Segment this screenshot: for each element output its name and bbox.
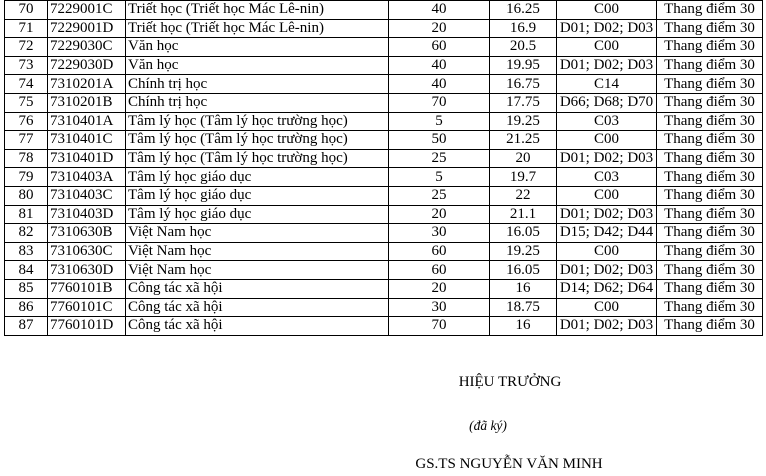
major-code-cell: 7229001C — [48, 1, 126, 20]
score-scale-cell: Thang điểm 30 — [657, 298, 763, 317]
cutoff-score-cell: 16 — [490, 317, 557, 336]
signatory-name-text: GS.TS NGUYỄN VĂN MINH — [415, 456, 603, 472]
subject-combination-cell: D01; D02; D03 — [557, 205, 657, 224]
major-name-cell: Chính trị học — [126, 93, 389, 112]
score-scale-cell: Thang điểm 30 — [657, 38, 763, 57]
subject-combination-cell: C00 — [557, 1, 657, 20]
score-scale-cell: Thang điểm 30 — [657, 168, 763, 187]
quota-cell: 60 — [389, 261, 490, 280]
quota-cell: 5 — [389, 112, 490, 131]
major-code-cell: 7760101C — [48, 298, 126, 317]
major-code-cell: 7310401A — [48, 112, 126, 131]
score-scale-cell: Thang điểm 30 — [657, 224, 763, 243]
row-number-cell: 74 — [5, 75, 48, 94]
quota-cell: 20 — [389, 279, 490, 298]
quota-cell: 60 — [389, 242, 490, 261]
major-name-cell: Văn học — [126, 38, 389, 57]
table-row — [5, 75, 763, 94]
table-row — [5, 168, 763, 187]
major-name-cell: Triết học (Triết học Mác Lê-nin) — [126, 1, 389, 20]
quota-cell: 40 — [389, 75, 490, 94]
quota-cell: 20 — [389, 19, 490, 38]
score-scale-cell: Thang điểm 30 — [657, 279, 763, 298]
table-row — [5, 112, 763, 131]
row-number-cell: 81 — [5, 205, 48, 224]
subject-combination-cell: D01; D02; D03 — [557, 261, 657, 280]
cutoff-score-cell: 16.05 — [490, 224, 557, 243]
subject-combination-cell: D01; D02; D03 — [557, 149, 657, 168]
subject-combination-cell: C03 — [557, 112, 657, 131]
quota-cell: 30 — [389, 298, 490, 317]
row-number-cell: 83 — [5, 242, 48, 261]
major-name-cell: Việt Nam học — [126, 224, 389, 243]
score-scale-cell: Thang điểm 30 — [657, 93, 763, 112]
row-number-cell: 79 — [5, 168, 48, 187]
major-name-cell: Công tác xã hội — [126, 279, 389, 298]
row-number-cell: 87 — [5, 317, 48, 336]
subject-combination-cell: D01; D02; D03 — [557, 19, 657, 38]
quota-cell: 30 — [389, 224, 490, 243]
major-name-cell: Việt Nam học — [126, 261, 389, 280]
row-number-cell: 84 — [5, 261, 48, 280]
subject-combination-cell: C00 — [557, 186, 657, 205]
major-code-cell: 7229001D — [48, 19, 126, 38]
table-row — [5, 298, 763, 317]
subject-combination-cell: C00 — [557, 242, 657, 261]
major-code-cell: 7760101D — [48, 317, 126, 336]
table-row — [5, 56, 763, 75]
score-scale-cell: Thang điểm 30 — [657, 261, 763, 280]
subject-combination-cell: C03 — [557, 168, 657, 187]
table-row — [5, 186, 763, 205]
subject-combination-cell: D01; D02; D03 — [557, 56, 657, 75]
row-number-cell: 70 — [5, 1, 48, 20]
subject-combination-cell: D15; D42; D44 — [557, 224, 657, 243]
major-code-cell: 7229030D — [48, 56, 126, 75]
table-row — [5, 242, 763, 261]
cutoff-score-cell: 19.7 — [490, 168, 557, 187]
major-code-cell: 7310401C — [48, 131, 126, 150]
table-row — [5, 224, 763, 243]
cutoff-score-cell: 22 — [490, 186, 557, 205]
cutoff-score-cell: 16.25 — [490, 1, 557, 20]
subject-combination-cell: D66; D68; D70 — [557, 93, 657, 112]
cutoff-score-cell: 16.75 — [490, 75, 557, 94]
subject-combination-cell: C00 — [557, 38, 657, 57]
major-name-cell: Công tác xã hội — [126, 298, 389, 317]
table-body — [5, 1, 763, 336]
major-code-cell: 7310630D — [48, 261, 126, 280]
score-scale-cell: Thang điểm 30 — [657, 186, 763, 205]
table-row — [5, 1, 763, 20]
major-name-cell: Công tác xã hội — [126, 317, 389, 336]
score-scale-cell: Thang điểm 30 — [657, 56, 763, 75]
major-name-cell: Triết học (Triết học Mác Lê-nin) — [126, 19, 389, 38]
row-number-cell: 76 — [5, 112, 48, 131]
row-number-cell: 86 — [5, 298, 48, 317]
table-row — [5, 131, 763, 150]
row-number-cell: 77 — [5, 131, 48, 150]
major-code-cell: 7310403D — [48, 205, 126, 224]
cutoff-score-cell: 19.25 — [490, 242, 557, 261]
cutoff-score-cell: 19.95 — [490, 56, 557, 75]
score-scale-cell: Thang điểm 30 — [657, 149, 763, 168]
row-number-cell: 71 — [5, 19, 48, 38]
major-name-cell: Tâm lý học giáo dục — [126, 168, 389, 187]
score-scale-cell: Thang điểm 30 — [657, 205, 763, 224]
cutoff-score-cell: 20 — [490, 149, 557, 168]
major-code-cell: 7310403C — [48, 186, 126, 205]
row-number-cell: 80 — [5, 186, 48, 205]
row-number-cell: 75 — [5, 93, 48, 112]
table-row — [5, 205, 763, 224]
subject-combination-cell: C14 — [557, 75, 657, 94]
cutoff-score-cell: 18.75 — [490, 298, 557, 317]
score-scale-cell: Thang điểm 30 — [657, 75, 763, 94]
major-code-cell: 7310630C — [48, 242, 126, 261]
table-row — [5, 317, 763, 336]
table-row — [5, 93, 763, 112]
quota-cell: 25 — [389, 149, 490, 168]
quota-cell: 25 — [389, 186, 490, 205]
principal-title-text: HIỆU TRƯỞNG — [458, 374, 562, 390]
major-code-cell: 7310201B — [48, 93, 126, 112]
table-row — [5, 149, 763, 168]
table-row — [5, 38, 763, 57]
major-name-cell: Tâm lý học (Tâm lý học trường học) — [126, 112, 389, 131]
signed-note-text: (đã ký) — [469, 418, 507, 433]
cutoff-score-cell: 19.25 — [490, 112, 557, 131]
subject-combination-cell: D14; D62; D64 — [557, 279, 657, 298]
row-number-cell: 82 — [5, 224, 48, 243]
cutoff-score-cell: 16.05 — [490, 261, 557, 280]
row-number-cell: 73 — [5, 56, 48, 75]
score-scale-cell: Thang điểm 30 — [657, 112, 763, 131]
quota-cell: 70 — [389, 93, 490, 112]
score-scale-cell: Thang điểm 30 — [657, 131, 763, 150]
cutoff-score-cell: 21.1 — [490, 205, 557, 224]
major-name-cell: Tâm lý học giáo dục — [126, 205, 389, 224]
major-name-cell: Tâm lý học (Tâm lý học trường học) — [126, 149, 389, 168]
quota-cell: 40 — [389, 56, 490, 75]
table-row — [5, 279, 763, 298]
subject-combination-cell: D01; D02; D03 — [557, 317, 657, 336]
subject-combination-cell: C00 — [557, 131, 657, 150]
table-row — [5, 19, 763, 38]
cutoff-score-cell: 16 — [490, 279, 557, 298]
quota-cell: 40 — [389, 1, 490, 20]
score-scale-cell: Thang điểm 30 — [657, 1, 763, 20]
cutoff-score-cell: 21.25 — [490, 131, 557, 150]
row-number-cell: 72 — [5, 38, 48, 57]
major-code-cell: 7310403A — [48, 168, 126, 187]
major-name-cell: Văn học — [126, 56, 389, 75]
quota-cell: 50 — [389, 131, 490, 150]
quota-cell: 60 — [389, 38, 490, 57]
quota-cell: 20 — [389, 205, 490, 224]
major-code-cell: 7760101B — [48, 279, 126, 298]
major-code-cell: 7229030C — [48, 38, 126, 57]
major-code-cell: 7310630B — [48, 224, 126, 243]
table-row — [5, 261, 763, 280]
quota-cell: 70 — [389, 317, 490, 336]
major-name-cell: Việt Nam học — [126, 242, 389, 261]
score-scale-cell: Thang điểm 30 — [657, 19, 763, 38]
subject-combination-cell: C00 — [557, 298, 657, 317]
score-scale-cell: Thang điểm 30 — [657, 317, 763, 336]
score-scale-cell: Thang điểm 30 — [657, 242, 763, 261]
major-name-cell: Chính trị học — [126, 75, 389, 94]
major-name-cell: Tâm lý học giáo dục — [126, 186, 389, 205]
row-number-cell: 85 — [5, 279, 48, 298]
admission-score-table — [4, 0, 763, 336]
row-number-cell: 78 — [5, 149, 48, 168]
cutoff-score-cell: 16.9 — [490, 19, 557, 38]
major-name-cell: Tâm lý học (Tâm lý học trường học) — [126, 131, 389, 150]
major-code-cell: 7310401D — [48, 149, 126, 168]
cutoff-score-cell: 17.75 — [490, 93, 557, 112]
major-code-cell: 7310201A — [48, 75, 126, 94]
cutoff-score-cell: 20.5 — [490, 38, 557, 57]
quota-cell: 5 — [389, 168, 490, 187]
